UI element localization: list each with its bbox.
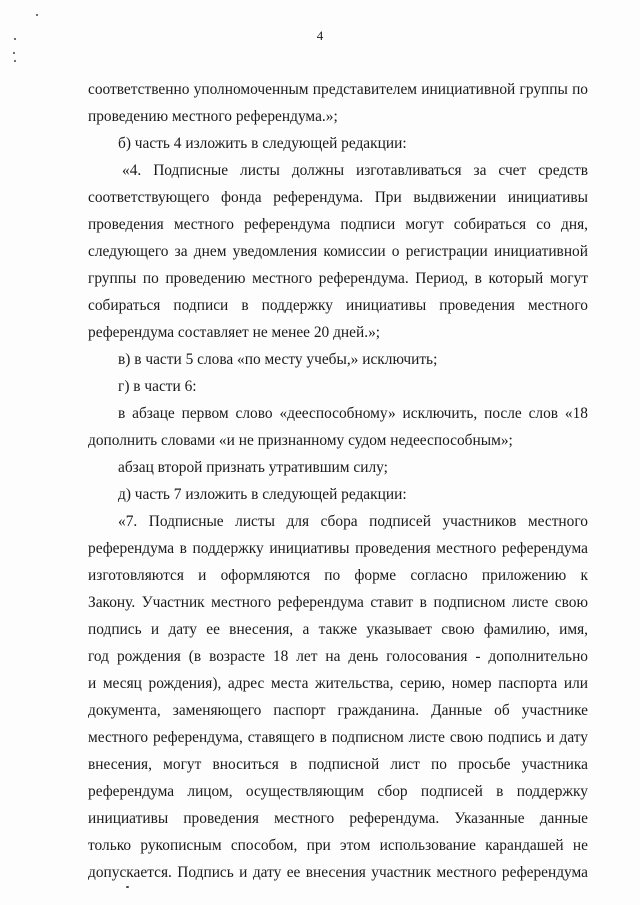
- text-line: «7. Подписные листы для сбора подписей участников местного: [118, 513, 588, 530]
- text-line: соответственно уполномоченным представителем инициативной группы по: [88, 81, 588, 98]
- scan-speck: [14, 60, 16, 62]
- text-line: г) в части 6:: [118, 378, 197, 395]
- text-line: собираться подписи в поддержку инициативы проведения местного: [88, 297, 588, 314]
- text-line: инициативы проведения местного референдума. Указанные данные: [88, 810, 588, 827]
- text-line: дополнить словами «и не признанному судом недееспособным»;: [88, 432, 513, 449]
- text-line: местного референдума, ставящего в подписном листе свою подпись и дату: [88, 729, 588, 746]
- text-line: внесения, могут вноситься в подписной лист по просьбе участника: [88, 756, 588, 773]
- text-line: проведения местного референдума подписи могут собираться со дня,: [88, 216, 588, 233]
- text-line: год рождения (в возрасте 18 лет на день голосования - дополнительно: [88, 648, 588, 665]
- text-line: б) часть 4 изложить в следующей редакции:: [118, 135, 407, 152]
- text-line: референдума лицом, осуществляющим сбор подписей в поддержку: [88, 783, 588, 800]
- text-line: референдума в поддержку инициативы проведения местного референдума: [88, 540, 588, 557]
- text-line: соответствующего фонда референдума. При выдвижении инициативы: [88, 189, 588, 206]
- text-line: подпись и дату ее внесения, а также указывает свою фамилию, имя,: [88, 621, 588, 638]
- text-line: и месяц рождения), адрес места жительства, серию, номер паспорта или: [88, 675, 588, 692]
- text-line: в абзаце первом слово «дееспособному» исключить, после слов «18: [118, 405, 588, 422]
- scan-speck: [36, 14, 38, 16]
- text-line: документа, заменяющего паспорт гражданина. Данные об участнике: [88, 702, 588, 719]
- scan-speck: [13, 52, 15, 54]
- page-number: 4: [316, 28, 324, 43]
- text-line: следующего за днем уведомления комиссии о регистрации инициативной: [88, 243, 588, 260]
- text-line: группы по проведению местного референдума. Период, в который могут: [88, 270, 588, 287]
- scan-speck: [126, 886, 129, 888]
- text-line: абзац второй признать утратившим силу;: [118, 459, 388, 476]
- text-line: д) часть 7 изложить в следующей редакции:: [118, 486, 407, 503]
- text-line: только рукописным способом, при этом использование карандашей не: [88, 837, 588, 854]
- text-line: изготовляются и оформляются по форме согласно приложению к: [88, 567, 588, 584]
- text-line: референдума составляет не менее 20 дней.»;: [88, 324, 381, 341]
- document-body: [88, 76, 588, 886]
- text-line: Закону. Участник местного референдума ставит в подписном листе свою: [88, 594, 588, 611]
- text-line: проведению местного референдума.»;: [88, 108, 338, 125]
- text-line: «4. Подписные листы должны изготавливаться за счет средств: [122, 162, 588, 179]
- text-line: допускается. Подпись и дату ее внесения участник местного референдума: [88, 864, 588, 881]
- text-line: в) в части 5 слова «по месту учебы,» исключить;: [118, 351, 438, 368]
